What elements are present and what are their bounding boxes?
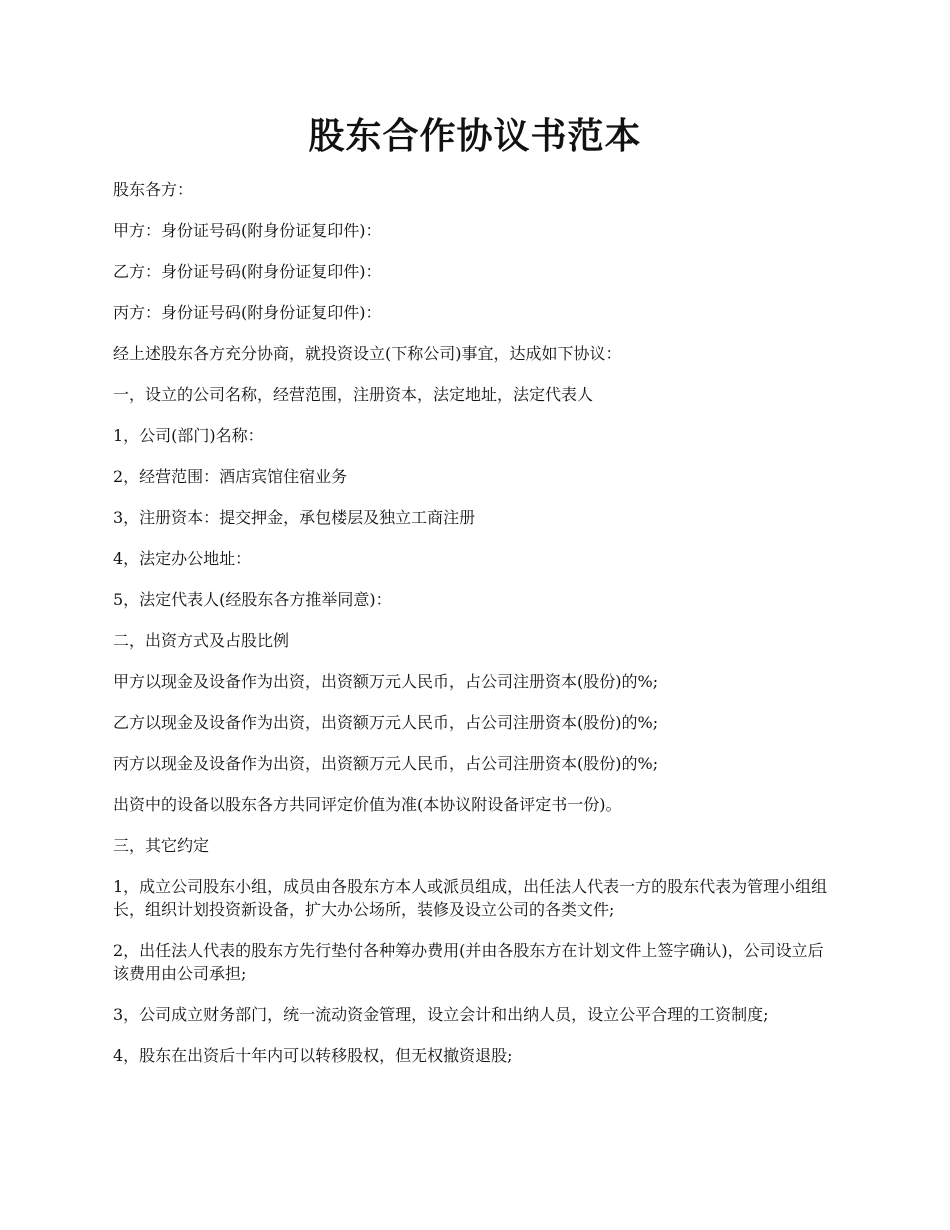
document-body (113, 178, 838, 1085)
section-heading-2: 二，出资方式及占股比例 (113, 631, 290, 650)
paragraph-company-name: 1，公司(部门)名称： (113, 426, 264, 445)
paragraph-clause-3: 3，公司成立财务部门，统一流动资金管理，设立会计和出纳人员，设立公平合理的工资制度; (113, 1005, 769, 1024)
paragraph-shareholders: 股东各方： (113, 180, 194, 199)
paragraph-registered-capital: 3，注册资本：提交押金，承包楼层及独立工商注册 (113, 508, 476, 527)
paragraph-party-a-contribution: 甲方以现金及设备作为出资，出资额万元人民币，占公司注册资本(股份)的%; (113, 672, 659, 691)
paragraph-clause-1: 1，成立公司股东小组，成员由各股东方本人或派员组成，出任法人代表一方的股东代表为管理小组组长，组织计划投资新设备，扩大办公场所，装修及设立公司的各类文件; (113, 877, 828, 919)
paragraph-party-c-contribution: 丙方以现金及设备作为出资，出资额万元人民币，占公司注册资本(股份)的%; (113, 754, 659, 773)
paragraph-business-scope: 2，经营范围：酒店宾馆住宿业务 (113, 467, 348, 486)
section-heading-1: 一，设立的公司名称，经营范围，注册资本，法定地址，法定代表人 (113, 385, 594, 404)
paragraph-party-c: 丙方：身份证号码(附身份证复印件)： (113, 303, 382, 322)
paragraph-preamble: 经上述股东各方充分协商，就投资设立(下称公司)事宜，达成如下协议： (113, 344, 622, 363)
paragraph-office-address: 4，法定办公地址： (113, 549, 252, 568)
paragraph-equipment-valuation: 出资中的设备以股东各方共同评定价值为准(本协议附设备评定书一份)。 (113, 795, 622, 814)
paragraph-clause-2: 2，出任法人代表的股东方先行垫付各种筹办费用(并由各股东方在计划文件上签字确认)，公司设立后该费用由公司承担; (113, 941, 824, 983)
paragraph-legal-representative: 5，法定代表人(经股东各方推举同意)： (113, 590, 392, 609)
paragraph-party-b-contribution: 乙方以现金及设备作为出资，出资额万元人民币，占公司注册资本(股份)的%; (113, 713, 659, 732)
paragraph-party-b: 乙方：身份证号码(附身份证复印件)： (113, 262, 382, 281)
paragraph-party-a: 甲方：身份证号码(附身份证复印件)： (113, 221, 382, 240)
document-title: 股东合作协议书范本 (308, 115, 642, 157)
section-heading-3: 三，其它约定 (113, 836, 210, 855)
paragraph-clause-4: 4，股东在出资后十年内可以转移股权，但无权撤资退股; (113, 1046, 513, 1065)
